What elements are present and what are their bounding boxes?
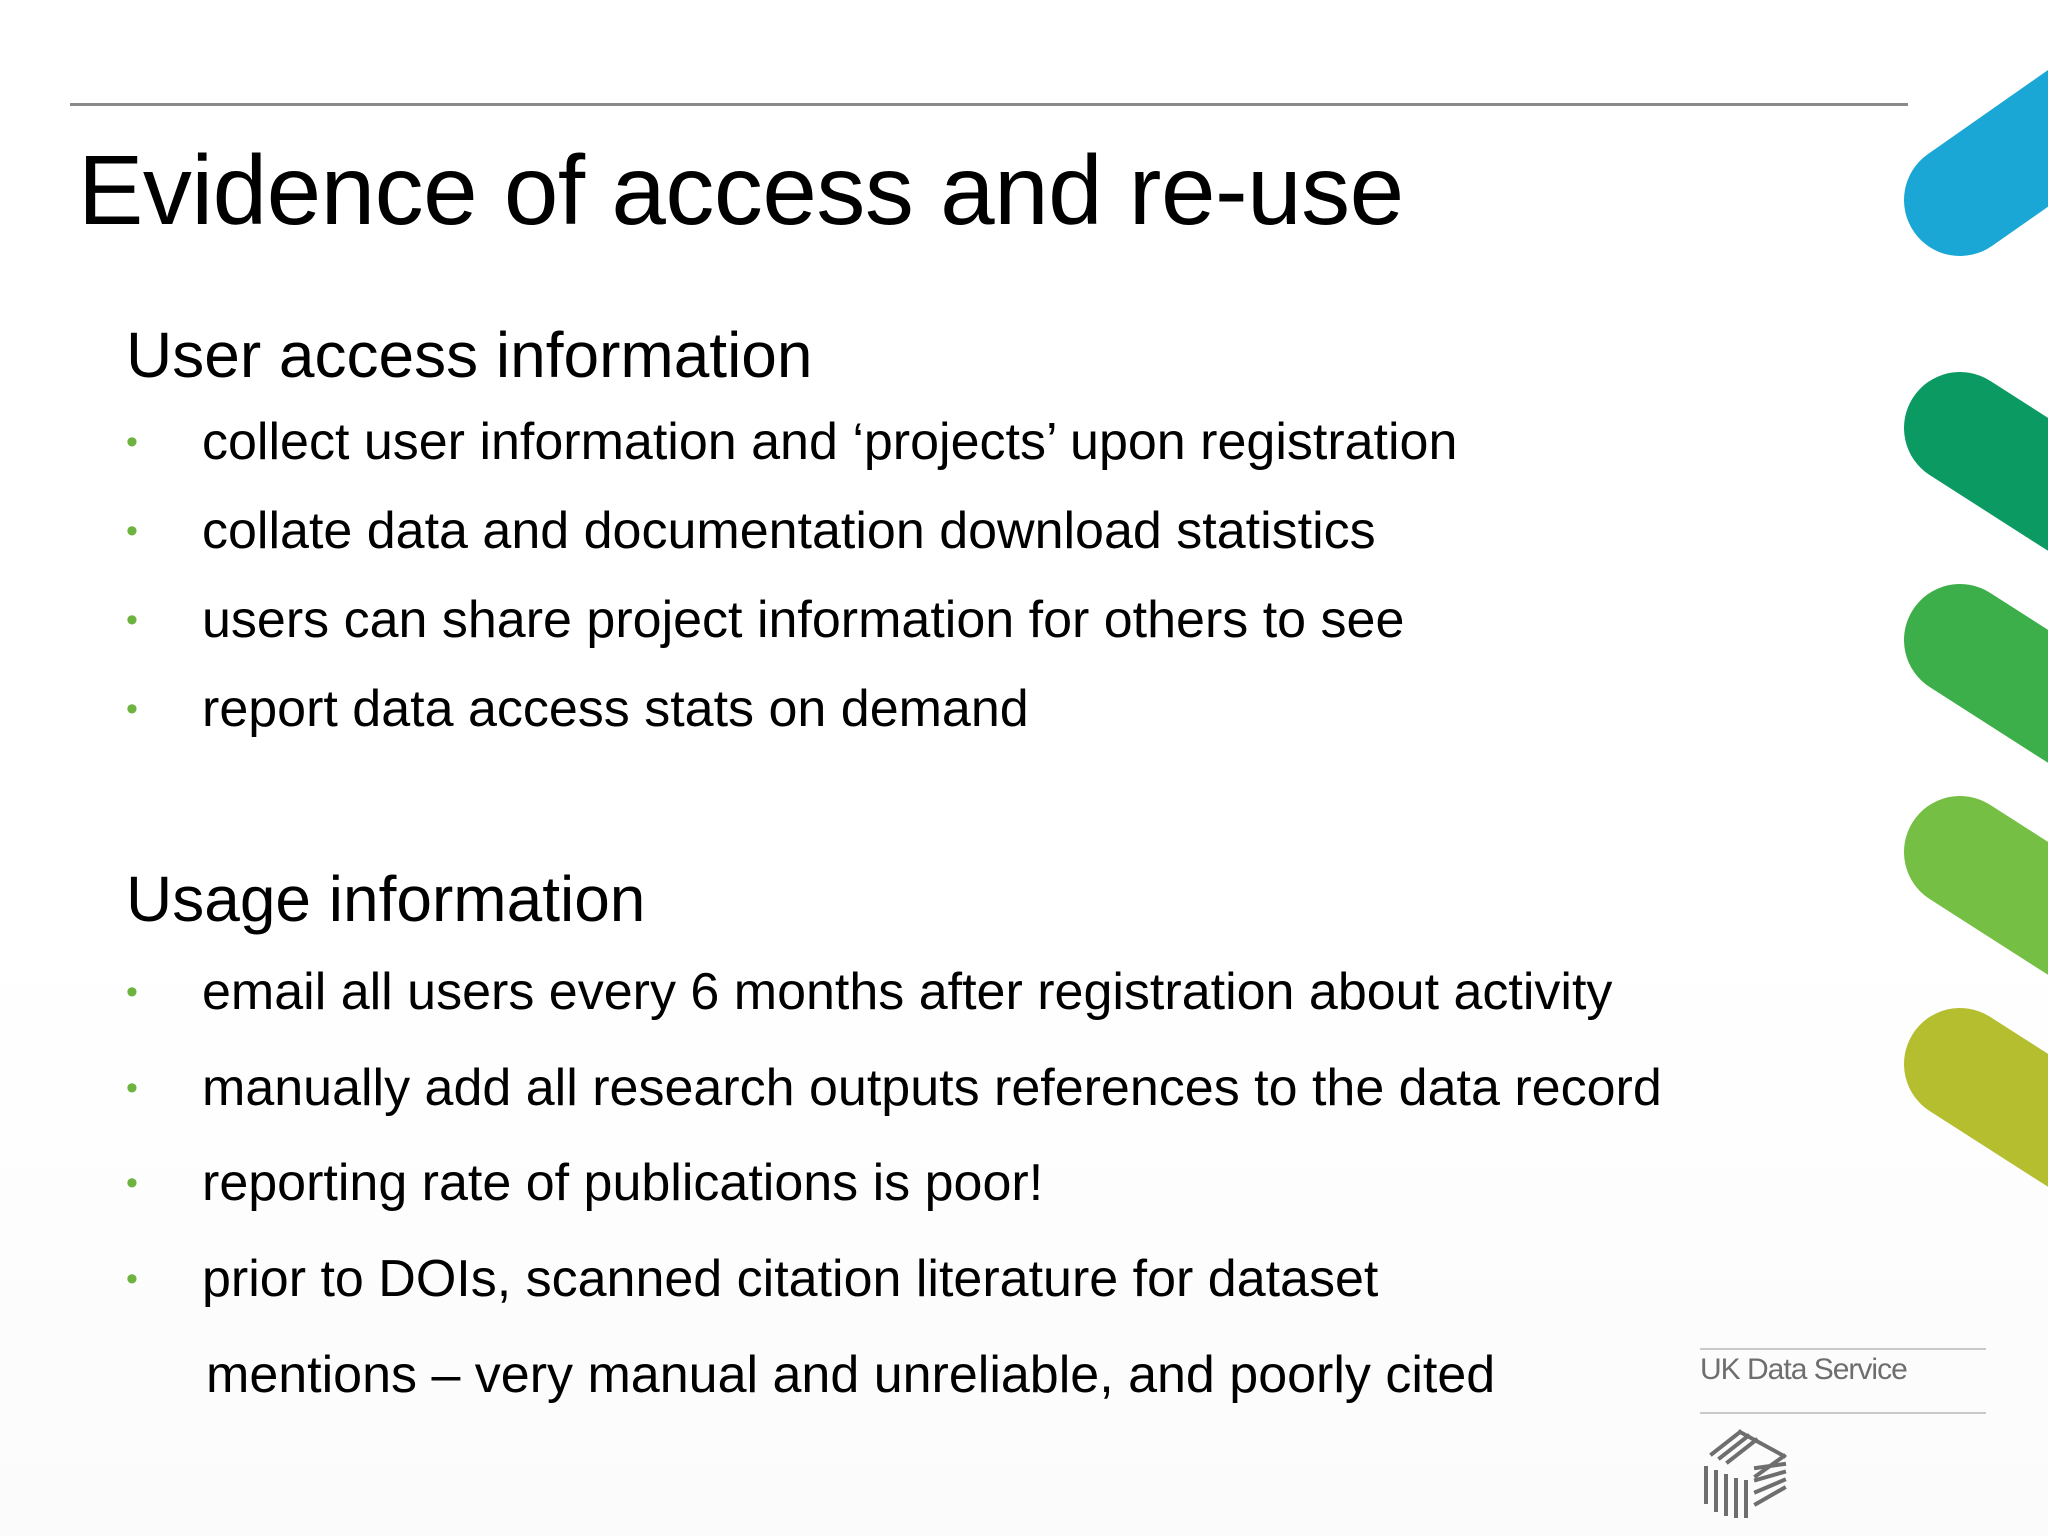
bullet-continuation-text: mentions – very manual and unreliable, and poorly cited (206, 1346, 1496, 1404)
stripe-teal-green (1960, 428, 2048, 556)
bullet-dot-icon: • (126, 423, 138, 461)
logo-top-rule (1700, 1348, 1986, 1350)
bullet-dot-icon: • (126, 601, 138, 639)
slide-title: Evidence of access and re-use (78, 135, 1404, 245)
bullet-text: report data access stats on demand (202, 680, 1029, 738)
bullet-dot-icon: • (126, 1069, 138, 1107)
bullet-dot-icon: • (126, 1260, 138, 1298)
bullet-text: collate data and documentation download statistics (202, 502, 1376, 560)
decorative-stripes (1900, 0, 2048, 1536)
stripe-olive (1960, 1064, 2048, 1192)
bullet-dot-icon: • (126, 973, 138, 1011)
bullet-text: prior to DOIs, scanned citation literature for dataset (202, 1250, 1379, 1308)
bullet-text: collect user information and ‘projects’ upon registration (202, 413, 1458, 471)
stripe-light-green (1960, 852, 2048, 980)
bullet-dot-icon: • (126, 512, 138, 550)
bullet-dot-icon: • (126, 1164, 138, 1202)
bullet-text: users can share project information for others to see (202, 591, 1405, 649)
bullet-dot-icon: • (126, 690, 138, 728)
uk-data-service-cube-icon (1700, 1424, 1790, 1520)
top-divider (70, 103, 1908, 106)
logo-bottom-rule (1700, 1412, 1986, 1414)
section-heading-user-access: User access information (126, 319, 813, 391)
bullet-text: email all users every 6 months after registration about activity (202, 963, 1613, 1021)
stripe-green (1960, 640, 2048, 768)
section-heading-usage: Usage information (126, 863, 646, 935)
bullet-text: reporting rate of publications is poor! (202, 1154, 1044, 1212)
logo-text: UK Data Service (1700, 1353, 1907, 1386)
stripe-blue (1960, 60, 2048, 200)
bullet-text: manually add all research outputs references to the data record (202, 1059, 1662, 1117)
